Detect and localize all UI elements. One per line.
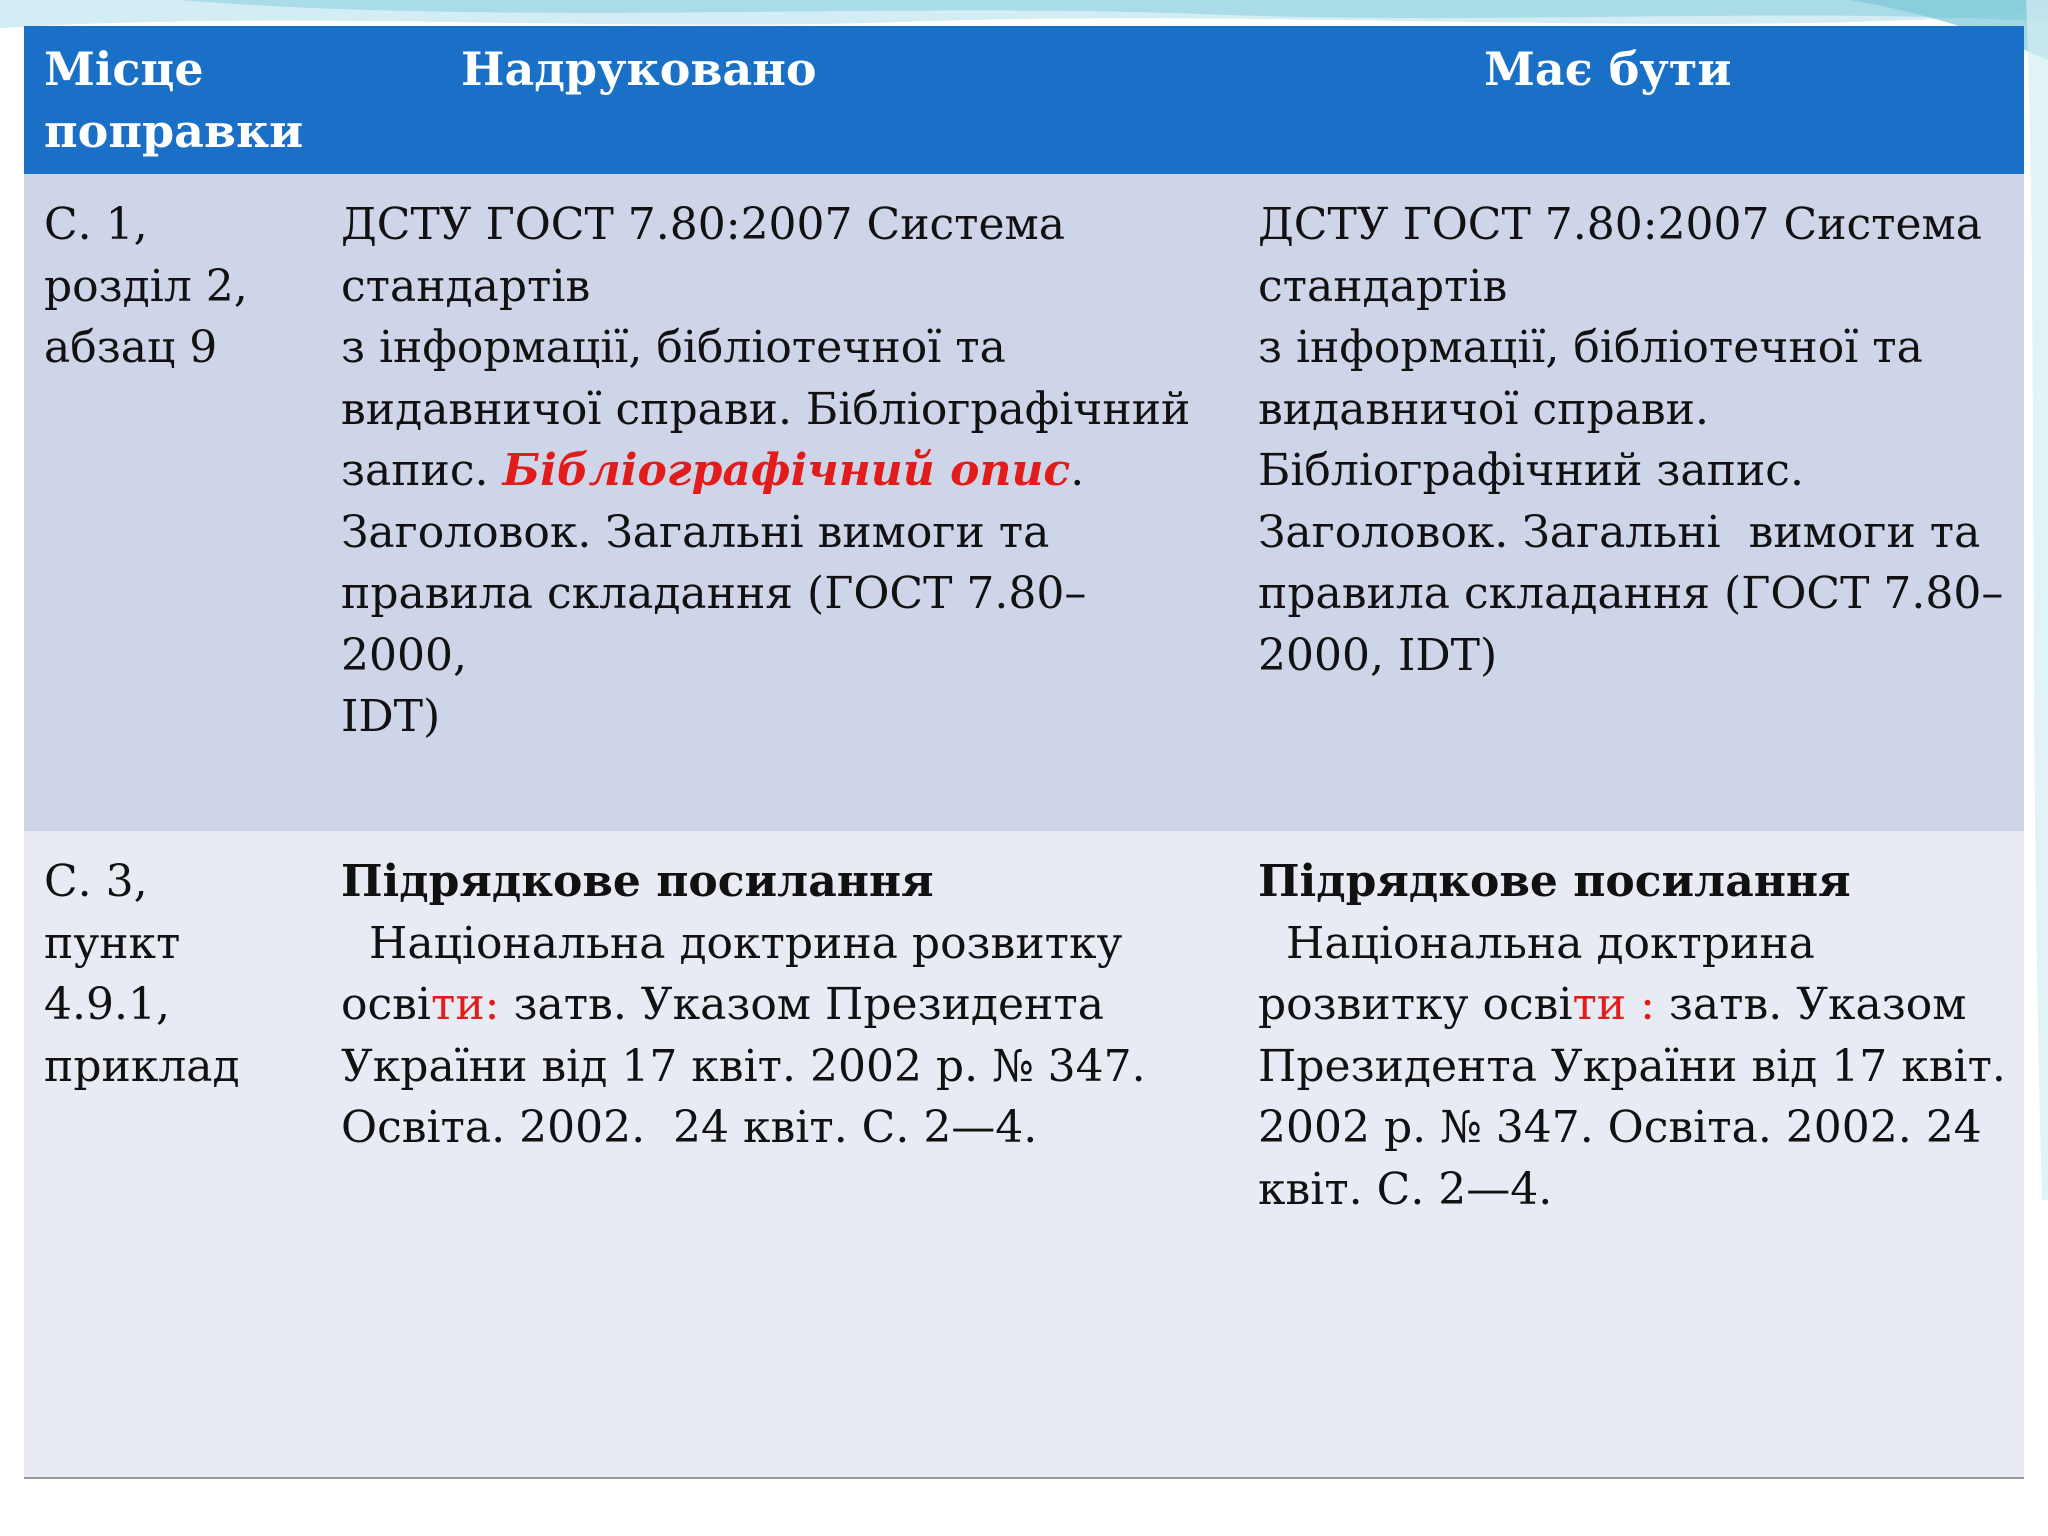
cell-place [24,174,321,831]
cell-printed [321,174,1224,831]
text-line [1258,974,2008,1036]
text-line: видавничої справи. [1258,383,1709,435]
place-line: пункт [44,917,181,969]
place-line: приклад [44,1040,240,1092]
place-line: 4.9.1, [44,979,170,1030]
text-line: Бібліографічний запис. [1258,445,1804,496]
cell-printed [321,831,1224,1478]
text-line: IDT) [341,691,441,742]
text-line: правила складання (ГОСТ 7.80–2000, [341,568,1087,681]
text-line: Освіта. 2002. 24 квіт. С. 2—4. [341,1102,1038,1153]
text-fragment: розвитку осві [1258,979,1573,1030]
table-row [24,831,2024,1478]
header-should-be [1224,26,2024,174]
text-line: ДСТУ ГОСТ 7.80:2007 Система [341,199,1066,250]
section-heading: Підрядкове посилання [1258,856,1851,907]
text-line: Заголовок. Загальні вимоги та [341,506,1050,558]
place-line: С. 3, [44,856,148,907]
section-heading: Підрядкове посилання [341,856,934,907]
cell-should-be [1224,831,2024,1478]
text-line: стандартів [1258,260,1508,312]
cell-place [24,831,321,1478]
text-line: з інформації, бібліотечної та [1258,322,1923,373]
text-line: квіт. С. 2—4. [1258,1163,1553,1215]
place-line: розділ 2, [44,260,248,312]
text-line: стандартів [341,260,591,312]
place-line: абзац 9 [44,322,218,373]
text-line: 2002 р. № 347. Освіта. 2002. 24 [1258,1102,1982,1153]
text-fragment: запис. [341,445,503,496]
text-fragment: . [1070,445,1085,496]
text-line: правила складання (ГОСТ 7.80– [1258,568,2004,619]
text-line: Заголовок. Загальні вимоги та [1258,506,1981,558]
header-place: Місце поправки [44,42,304,158]
text-line [341,440,1204,502]
header-should-be-label: Має бути [1484,42,1732,96]
text-line: Національна доктрина [1258,917,1815,969]
correction-highlight: ти : [1572,979,1655,1030]
error-highlight: Бібліографічний опис [502,445,1071,496]
header-printed-label: Надруковано [461,42,817,96]
text-line [341,974,1204,1036]
text-line: Національна доктрина розвитку [341,917,1123,969]
text-line: 2000, IDT) [1258,629,1498,681]
text-fragment: осві [341,979,431,1030]
errata-table [24,26,2024,1479]
text-fragment: затв. Указом Президента [499,979,1104,1030]
header-printed [321,26,1224,174]
place-line: С. 1, [44,199,148,250]
text-line: з інформації, бібліотечної та [341,322,1006,373]
error-highlight: ти: [430,979,500,1030]
table-header-row [24,26,2024,174]
text-line: Президента України від 17 квіт. [1258,1040,2006,1092]
cell-should-be [1224,174,2024,831]
text-line: видавничої справи. Бібліографічний [341,383,1191,435]
text-line: України від 17 квіт. 2002 р. № 347. [341,1040,1146,1092]
text-fragment: затв. Указом [1654,979,1967,1030]
text-line: ДСТУ ГОСТ 7.80:2007 Система [1258,199,1983,250]
table-row [24,174,2024,831]
